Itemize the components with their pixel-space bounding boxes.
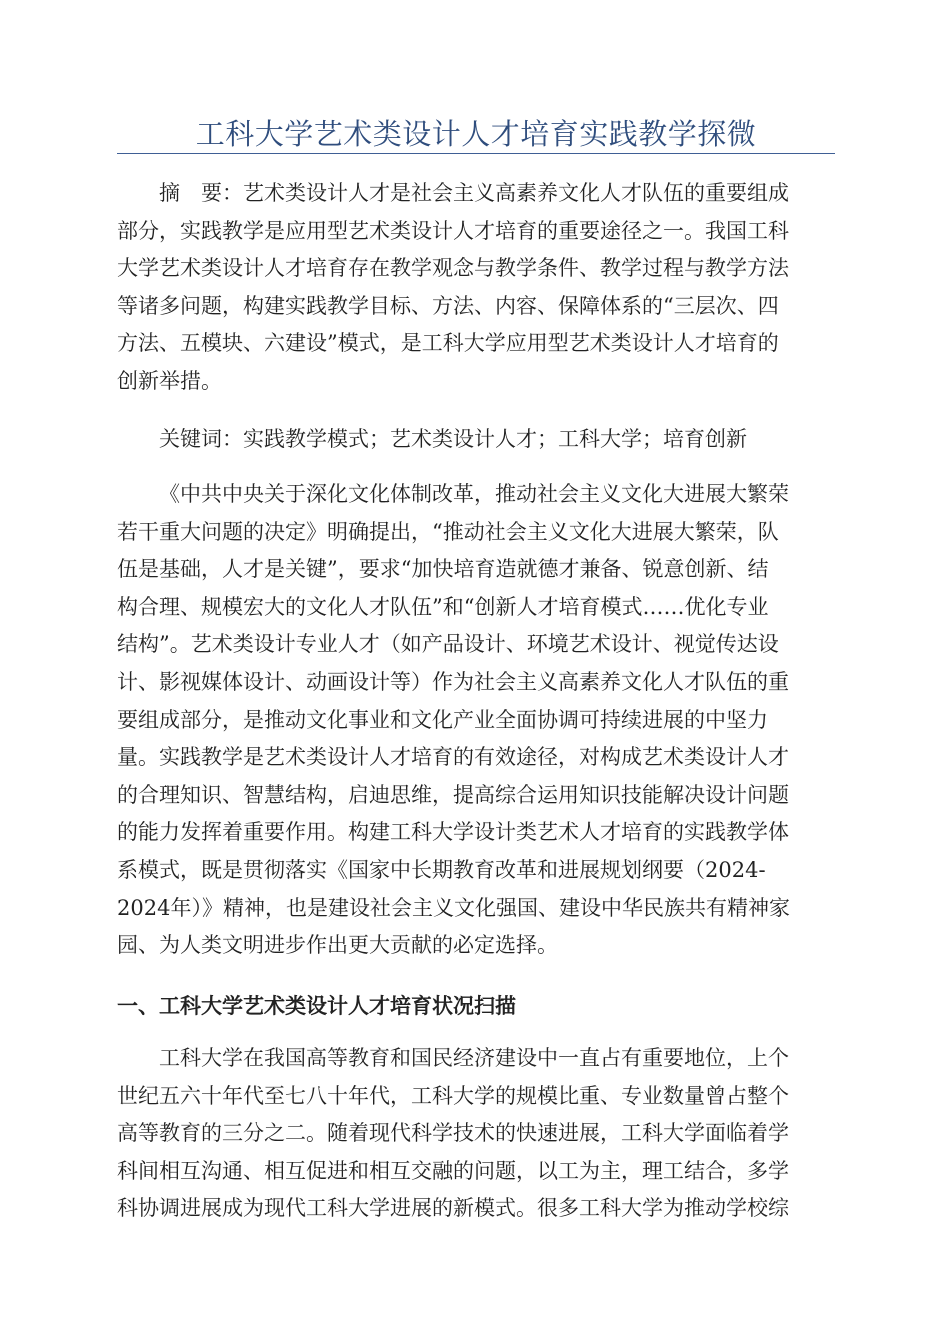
- intro-line: 伍是基础，人才是关键”，要求“加快培育造就德才兼备、锐意创新、结: [117, 557, 769, 582]
- section-paragraph: [117, 1040, 835, 1228]
- abstract-line: 部分，实践教学是应用型艺术类设计人才培育的重要途径之一。我国工科: [117, 218, 789, 243]
- section-line: 世纪五六十年代至七八十年代，工科大学的规模比重、专业数量曾占整个: [117, 1083, 789, 1108]
- intro-line: 系模式，既是贯彻落实《国家中长期教育改革和进展规划纲要（2024-: [117, 857, 766, 882]
- intro-line: 《中共中央关于深化文化体制改革，推动社会主义文化大进展大繁荣: [159, 482, 789, 506]
- intro-line: 构合理、规模宏大的文化人才队伍”和“创新人才培育模式……优化专业: [117, 594, 769, 619]
- title-underline: [117, 153, 835, 154]
- document-title: 工科大学艺术类设计人才培育实践教学探微: [195, 117, 757, 151]
- intro-paragraph: [117, 476, 835, 965]
- intro-line: 园、为人类文明进步作出更大贡献的必定选择。: [117, 933, 558, 958]
- abstract-line: 大学艺术类设计人才培育存在教学观念与教学条件、教学过程与教学方法: [117, 256, 789, 281]
- section-line: 科间相互沟通、相互促进和相互交融的问题，以工为主，理工结合，多学: [117, 1158, 789, 1183]
- section-heading: 一、工科大学艺术类设计人才培育状况扫描: [117, 993, 516, 1018]
- intro-line: 的能力发挥着重要作用。构建工科大学设计类艺术人才培育的实践教学体: [117, 820, 789, 845]
- intro-line: 计、影视媒体设计、动画设计等）作为社会主义高素养文化人才队伍的重: [117, 669, 789, 694]
- intro-line: 量。实践教学是艺术类设计人才培育的有效途径，对构成艺术类设计人才: [117, 745, 789, 770]
- abstract-line: 摘 要：艺术类设计人才是社会主义高素养文化人才队伍的重要组成: [159, 181, 789, 205]
- abstract-line: 方法、五模块、六建设”模式，是工科大学应用型艺术类设计人才培育的: [117, 331, 779, 356]
- abstract-line: 创新举措。: [117, 368, 222, 393]
- keywords-line: 关键词：实践教学模式；艺术类设计人才；工科大学；培育创新: [159, 427, 747, 451]
- abstract-line: 等诸多问题，构建实践教学目标、方法、内容、保障体系的“三层次、四: [117, 293, 779, 318]
- intro-line: 的合理知识、智慧结构，启迪思维，提高综合运用知识技能解决设计问题: [117, 782, 789, 807]
- intro-line: 2024年）》精神，也是建设社会主义文化强国、建设中华民族共有精神家: [117, 895, 790, 920]
- section-line: 工科大学在我国高等教育和国民经济建设中一直占有重要地位，上个: [159, 1046, 789, 1070]
- abstract-paragraph: [117, 175, 835, 401]
- intro-line: 若干重大问题的决定》明确提出，“推动社会主义文化大进展大繁荣，队: [117, 519, 779, 544]
- intro-line: 结构”。艺术类设计专业人才（如产品设计、环境艺术设计、视觉传达设: [117, 632, 779, 657]
- intro-line: 要组成部分，是推动文化事业和文化产业全面协调可持续进展的中坚力: [117, 707, 768, 732]
- section-line: 高等教育的三分之二。随着现代科学技术的快速进展，工科大学面临着学: [117, 1121, 789, 1146]
- section-line: 科协调进展成为现代工科大学进展的新模式。很多工科大学为推动学校综: [117, 1196, 789, 1221]
